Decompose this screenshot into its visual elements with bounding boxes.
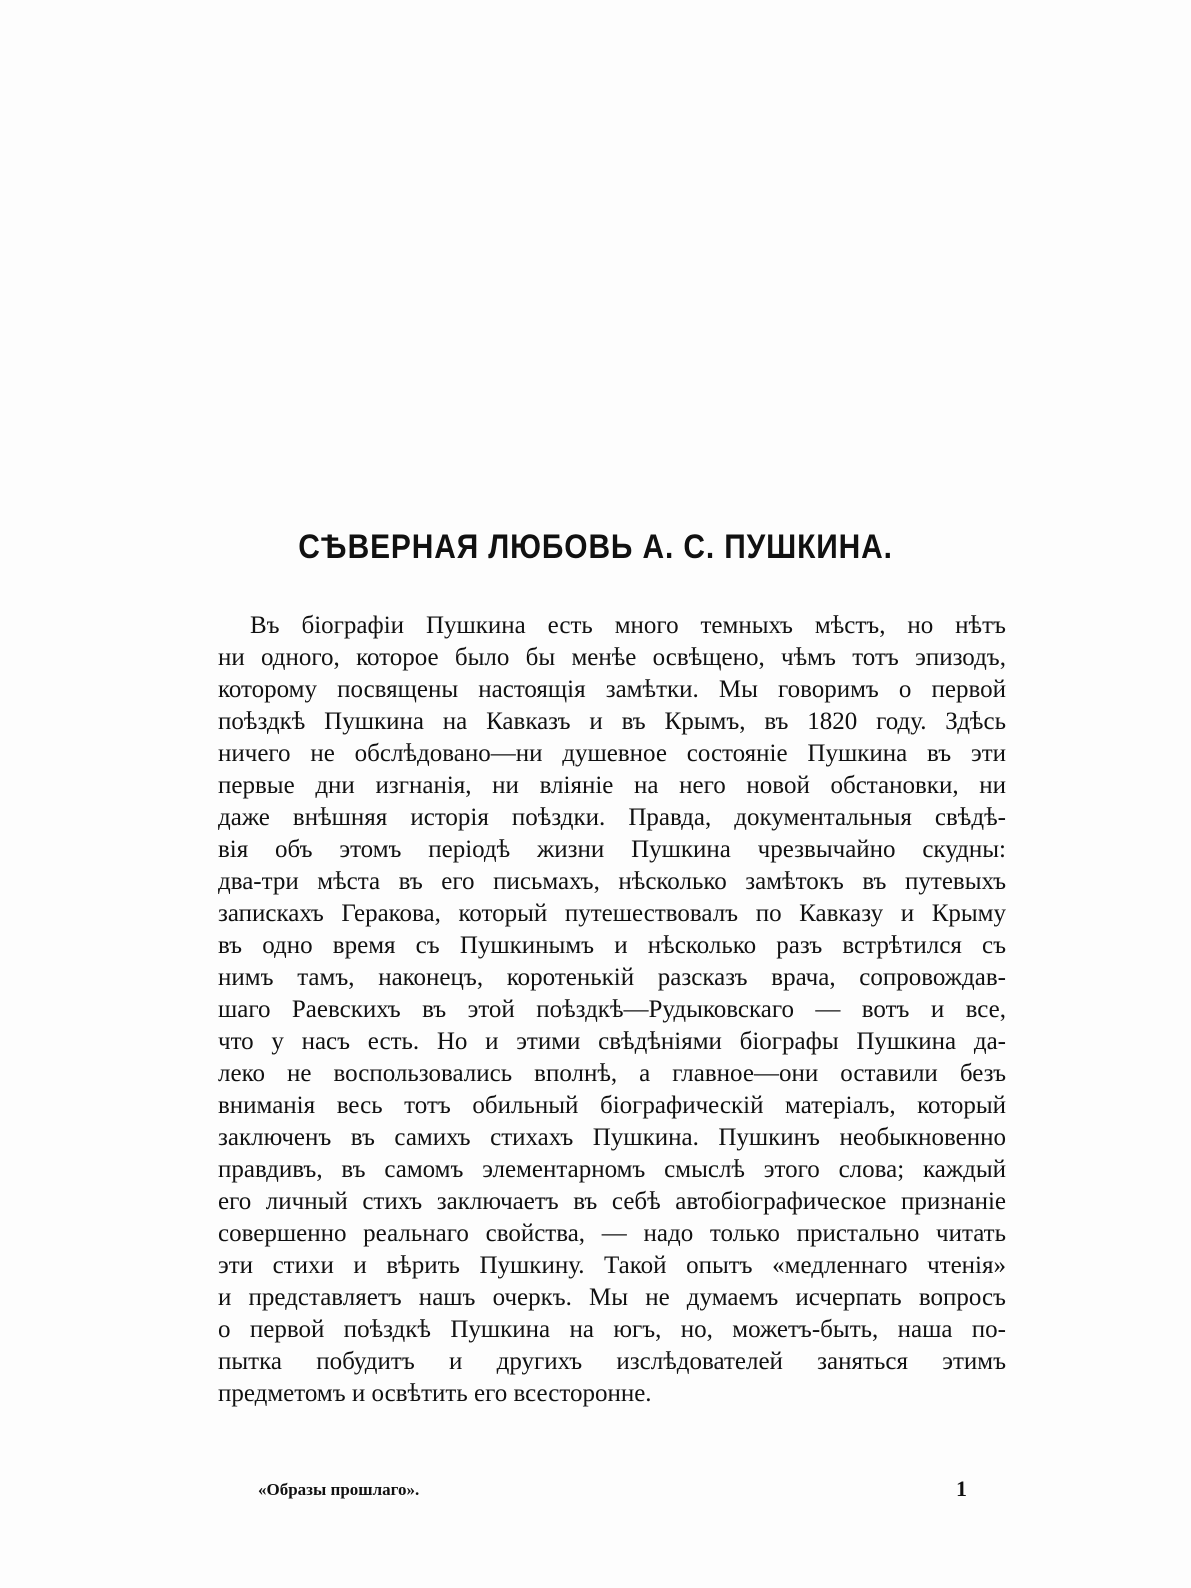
- text-line: вія объ этомъ періодѣ жизни Пушкина чрезвычайно скудны:: [218, 836, 1006, 863]
- text-line: которому посвящены настоящія замѣтки. Мы говоримъ о первой: [218, 676, 1006, 703]
- text-line: запискахъ Геракова, который путешествовалъ по Кавказу и Крыму: [218, 900, 1006, 927]
- page-number: 1: [956, 1476, 967, 1501]
- text-line: ничего не обслѣдовано—ни душевное состояніе Пушкина въ эти: [218, 740, 1006, 767]
- text-line: Въ біографіи Пушкина есть много темныхъ мѣстъ, но нѣтъ: [250, 612, 1006, 639]
- text-line: предметомъ и освѣтить его всесторонне.: [218, 1380, 652, 1407]
- text-line: и представляетъ нашъ очеркъ. Мы не думаемъ исчерпать вопросъ: [218, 1284, 1006, 1311]
- text-line: правдивъ, въ самомъ элементарномъ смыслѣ этого слова; каждый: [218, 1156, 1006, 1183]
- text-line: о первой поѣздкѣ Пушкина на югъ, но, можетъ-быть, наша по-: [218, 1316, 1006, 1343]
- text-line: нимъ тамъ, наконецъ, коротенькій разсказъ врача, сопровождав-: [218, 964, 1006, 991]
- text-line: ни одного, которое было бы менѣе освѣщено, чѣмъ тотъ эпизодъ,: [218, 644, 1006, 671]
- text-line: его личный стихъ заключаетъ въ себѣ автобіографическое признаніе: [218, 1188, 1006, 1215]
- text-line: эти стихи и вѣрить Пушкину. Такой опытъ «медленнаго чтенія»: [218, 1252, 1006, 1279]
- text-line: вниманія весь тотъ обильный біографическій матеріалъ, который: [218, 1092, 1006, 1119]
- text-line: заключенъ въ самихъ стихахъ Пушкина. Пушкинъ необыкновенно: [218, 1124, 1006, 1151]
- chapter-title: СѢВЕРНАЯ ЛЮБОВЬ А. С. ПУШКИНА.: [298, 528, 893, 566]
- text-line: два-три мѣста въ его письмахъ, нѣсколько замѣтокъ въ путевыхъ: [218, 868, 1006, 895]
- text-line: даже внѣшняя исторія поѣздки. Правда, документальныя свѣдѣ-: [218, 804, 1006, 831]
- footer-source-title: «Образы прошлаго».: [258, 1480, 420, 1499]
- text-line: что у насъ есть. Но и этими свѣдѣніями біографы Пушкина да-: [218, 1028, 1006, 1055]
- text-line: первые дни изгнанія, ни вліяніе на него новой обстановки, ни: [218, 772, 1006, 799]
- text-line: шаго Раевскихъ въ этой поѣздкѣ—Рудыковскаго — вотъ и все,: [218, 996, 1006, 1023]
- text-line: совершенно реальнаго свойства, — надо только пристально читать: [218, 1220, 1006, 1247]
- text-line: пытка побудитъ и другихъ изслѣдователей заняться этимъ: [218, 1348, 1006, 1375]
- text-line: поѣздкѣ Пушкина на Кавказъ и въ Крымъ, въ 1820 году. Здѣсь: [218, 708, 1006, 735]
- text-line: въ одно время съ Пушкинымъ и нѣсколько разъ встрѣтился съ: [218, 932, 1006, 959]
- text-line: леко не воспользовались вполнѣ, а главное—они оставили безъ: [218, 1060, 1006, 1087]
